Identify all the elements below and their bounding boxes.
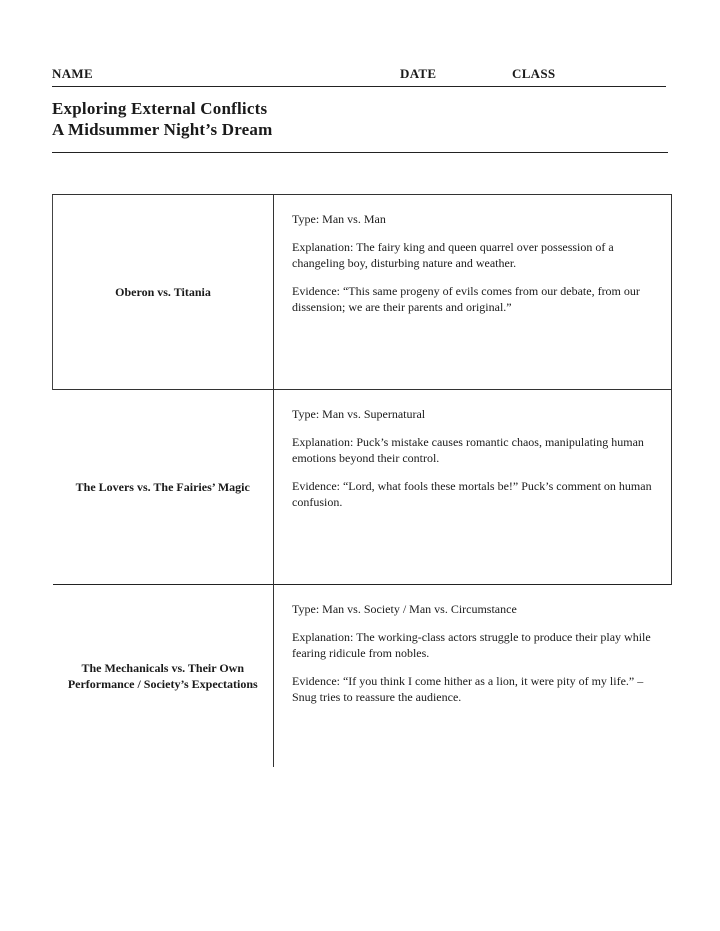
conflict-table	[52, 194, 672, 767]
conflict-name: The Lovers vs. The Fairies’ Magic	[53, 390, 274, 585]
conflict-details	[274, 390, 672, 585]
page-title	[52, 98, 668, 153]
title-line-2: A Midsummer Night’s Dream	[52, 120, 273, 139]
date-label: DATE	[400, 66, 437, 81]
conflict-type: Type: Man vs. Society / Man vs. Circumstance	[292, 602, 517, 616]
title-line-1: Exploring External Conflicts	[52, 99, 268, 118]
conflict-type: Type: Man vs. Man	[292, 212, 386, 226]
conflict-explanation: Explanation: The fairy king and queen quarrel over possession of a changeling boy, disturbing nature and weather.	[292, 240, 614, 270]
conflict-evidence: Evidence: “Lord, what fools these mortals be!” Puck’s comment on human confusion.	[292, 479, 652, 509]
conflict-details	[274, 585, 672, 768]
conflict-evidence: Evidence: “If you think I come hither as a lion, it were pity of my life.” – Snug tries to reassure the audience.	[292, 674, 644, 704]
conflict-evidence: Evidence: “This same progeny of evils comes from our debate, from our dissension; we are their parents and original.”	[292, 284, 640, 314]
table-row	[53, 585, 672, 768]
conflict-type: Type: Man vs. Supernatural	[292, 407, 426, 421]
class-label: CLASS	[512, 66, 556, 81]
conflict-explanation: Explanation: Puck’s mistake causes romantic chaos, manipulating human emotions beyond their control.	[292, 435, 644, 465]
name-label: NAME	[52, 66, 93, 81]
worksheet-header	[52, 66, 666, 87]
table-row	[53, 195, 672, 390]
conflict-explanation: Explanation: The working-class actors struggle to produce their play while fearing ridicule from nobles.	[292, 630, 651, 660]
conflict-name: Oberon vs. Titania	[53, 195, 274, 390]
conflict-details	[274, 195, 672, 390]
conflict-name: The Mechanicals vs. Their Own Performance / Society’s Expectations	[53, 585, 274, 768]
table-row	[53, 390, 672, 585]
